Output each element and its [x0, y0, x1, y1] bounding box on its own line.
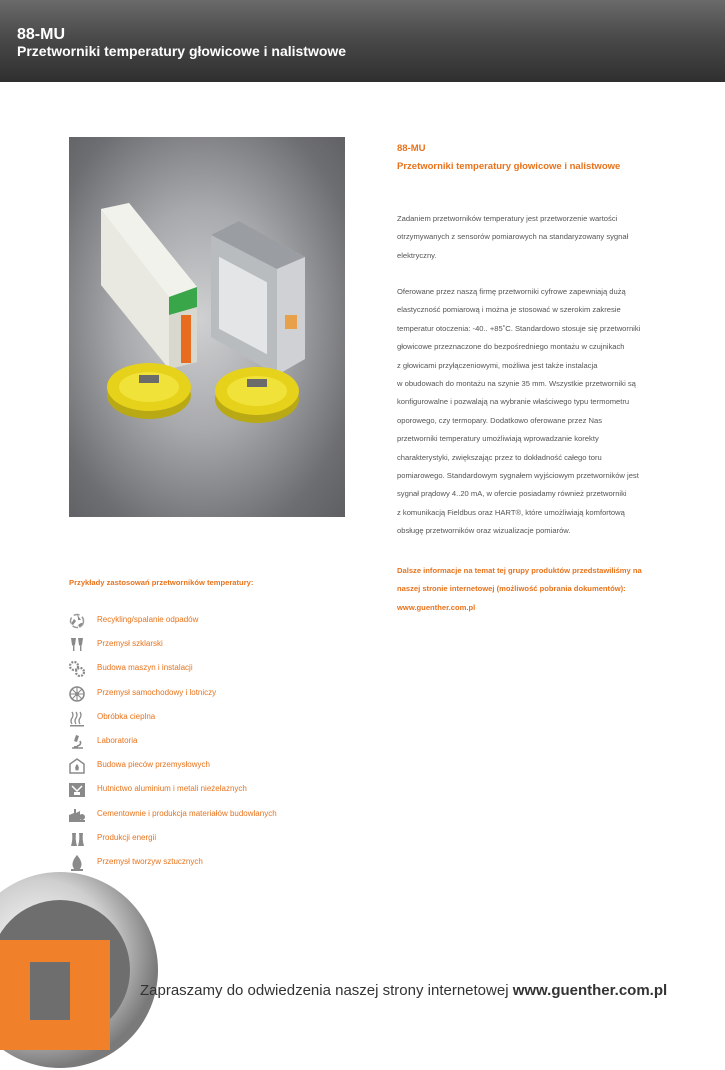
metal-icon: [68, 781, 86, 799]
application-label: Budowa maszyn i instalacji: [97, 663, 193, 673]
application-label: Przemysł szklarski: [97, 639, 163, 649]
list-item: [68, 633, 163, 657]
text-line: charakterystyki, zwiększając przez to dokładność całego toru: [397, 452, 602, 462]
list-item: [68, 827, 157, 851]
product-photo: [69, 137, 345, 517]
text-line: elastyczność pomiarową i można je stosować w szerokim zakresie: [397, 305, 621, 315]
heat-icon: [68, 709, 86, 727]
application-label: Przemysł tworzyw sztucznych: [97, 856, 203, 866]
application-label: Budowa pieców przemysłowych: [97, 760, 210, 770]
text-line: otrzymywanych z sensorów pomiarowych na standaryzowany sygnał: [397, 232, 629, 242]
text-line: Zadaniem przetworników temperatury jest przetworzenie wartości: [397, 214, 618, 223]
header-bar: [0, 0, 725, 82]
list-item: [68, 609, 199, 633]
wheel-icon: [68, 685, 86, 703]
energy-icon: [68, 830, 86, 848]
gears-icon: [68, 660, 86, 678]
application-label: Laboratoria: [97, 735, 138, 745]
text-line: obsługę przetworników oraz wizualizacje pomiarów.: [397, 526, 571, 536]
text-line: temperatur otoczenia: -40.. +85˚C. Standardowo stosuje się przetworniki: [397, 323, 641, 333]
furnace-icon: [68, 757, 86, 775]
more-info-line: naszej stronie internetowej (możliwość pobrania dokumentów):: [397, 584, 626, 594]
applications-list: [68, 609, 277, 875]
text-line: elektryczny.: [397, 250, 437, 260]
description-paragraph-2: [397, 283, 697, 541]
cement-icon: [68, 806, 86, 824]
footer-website-link[interactable]: www.guenther.com.pl: [512, 982, 668, 999]
microscope-icon: [68, 733, 86, 751]
application-label: Obróbka cieplna: [97, 711, 156, 721]
description-title: Przetworniki temperatury głowicowe i nalistwowe: [397, 161, 621, 172]
list-item: [68, 803, 277, 827]
application-label: Hutnictwo aluminium i metali nieżelaznych: [97, 784, 247, 794]
list-item: [68, 657, 193, 681]
applications-title: Przykłady zastosowań przetworników temperatury:: [69, 578, 254, 587]
footer-invitation: Zapraszamy do odwiedzenia naszej strony internetowej: [140, 982, 513, 999]
glass-icon: [68, 636, 86, 654]
description-code: 88-MU: [397, 143, 426, 154]
text-line: konfigurowalne i pozwalają na wybranie właściwego typu termometru: [397, 397, 630, 407]
text-line: pomiarowego. Standardowym sygnałem wyjściowym przetworników jest: [397, 471, 639, 481]
more-info-line: Dalsze informacje na temat tej grupy produktów przedstawiliśmy na: [397, 566, 642, 575]
list-item: [68, 778, 247, 802]
text-line: z głowicami przyłączeniowymi, możliwa jest także instalacja: [397, 360, 598, 370]
list-item: [68, 754, 210, 778]
page-title: Przetworniki temperatury głowicowe i nalistwowe: [17, 43, 347, 59]
text-line: głowicowe przeznaczone do bezpośredniego montażu w czujnikach: [397, 342, 625, 352]
application-label: Cementownie i produkcja materiałów budowlanych: [97, 808, 277, 818]
company-logo: [0, 870, 160, 1070]
more-info: [397, 562, 642, 617]
description-paragraph-1: [397, 210, 697, 265]
recycling-icon: [68, 612, 86, 630]
text-line: Oferowane przez naszą firmę przetworniki cyfrowe zapewniają dużą: [397, 287, 626, 296]
description-header: [397, 140, 687, 176]
footer-text: [140, 982, 667, 999]
website-link[interactable]: www.guenther.com.pl: [397, 602, 476, 612]
application-label: Produkcji energii: [97, 832, 157, 842]
product-code: 88-MU: [17, 26, 66, 43]
text-line: w obudowach do montażu na szynie 35 mm. Wszystkie przetworniki są: [397, 379, 636, 389]
text-line: sygnał prądowy 4..20 mA, w ofercie posiadamy również przetworniki: [397, 489, 627, 499]
text-line: oporowego, czy termopary. Dodatkowo oferowane przez Nas: [397, 415, 602, 425]
text-line: przetworniki temperatury umożliwiają wprowadzanie korekty: [397, 434, 599, 444]
list-item: [68, 706, 156, 730]
application-label: Recykling/spalanie odpadów: [97, 615, 199, 624]
application-label: Przemysł samochodowy i lotniczy: [97, 687, 217, 697]
text-line: z komunikacją Fieldbus oraz HART®, które umożliwiają komfortową: [397, 507, 625, 517]
list-item: [68, 730, 138, 754]
list-item: [68, 682, 217, 706]
